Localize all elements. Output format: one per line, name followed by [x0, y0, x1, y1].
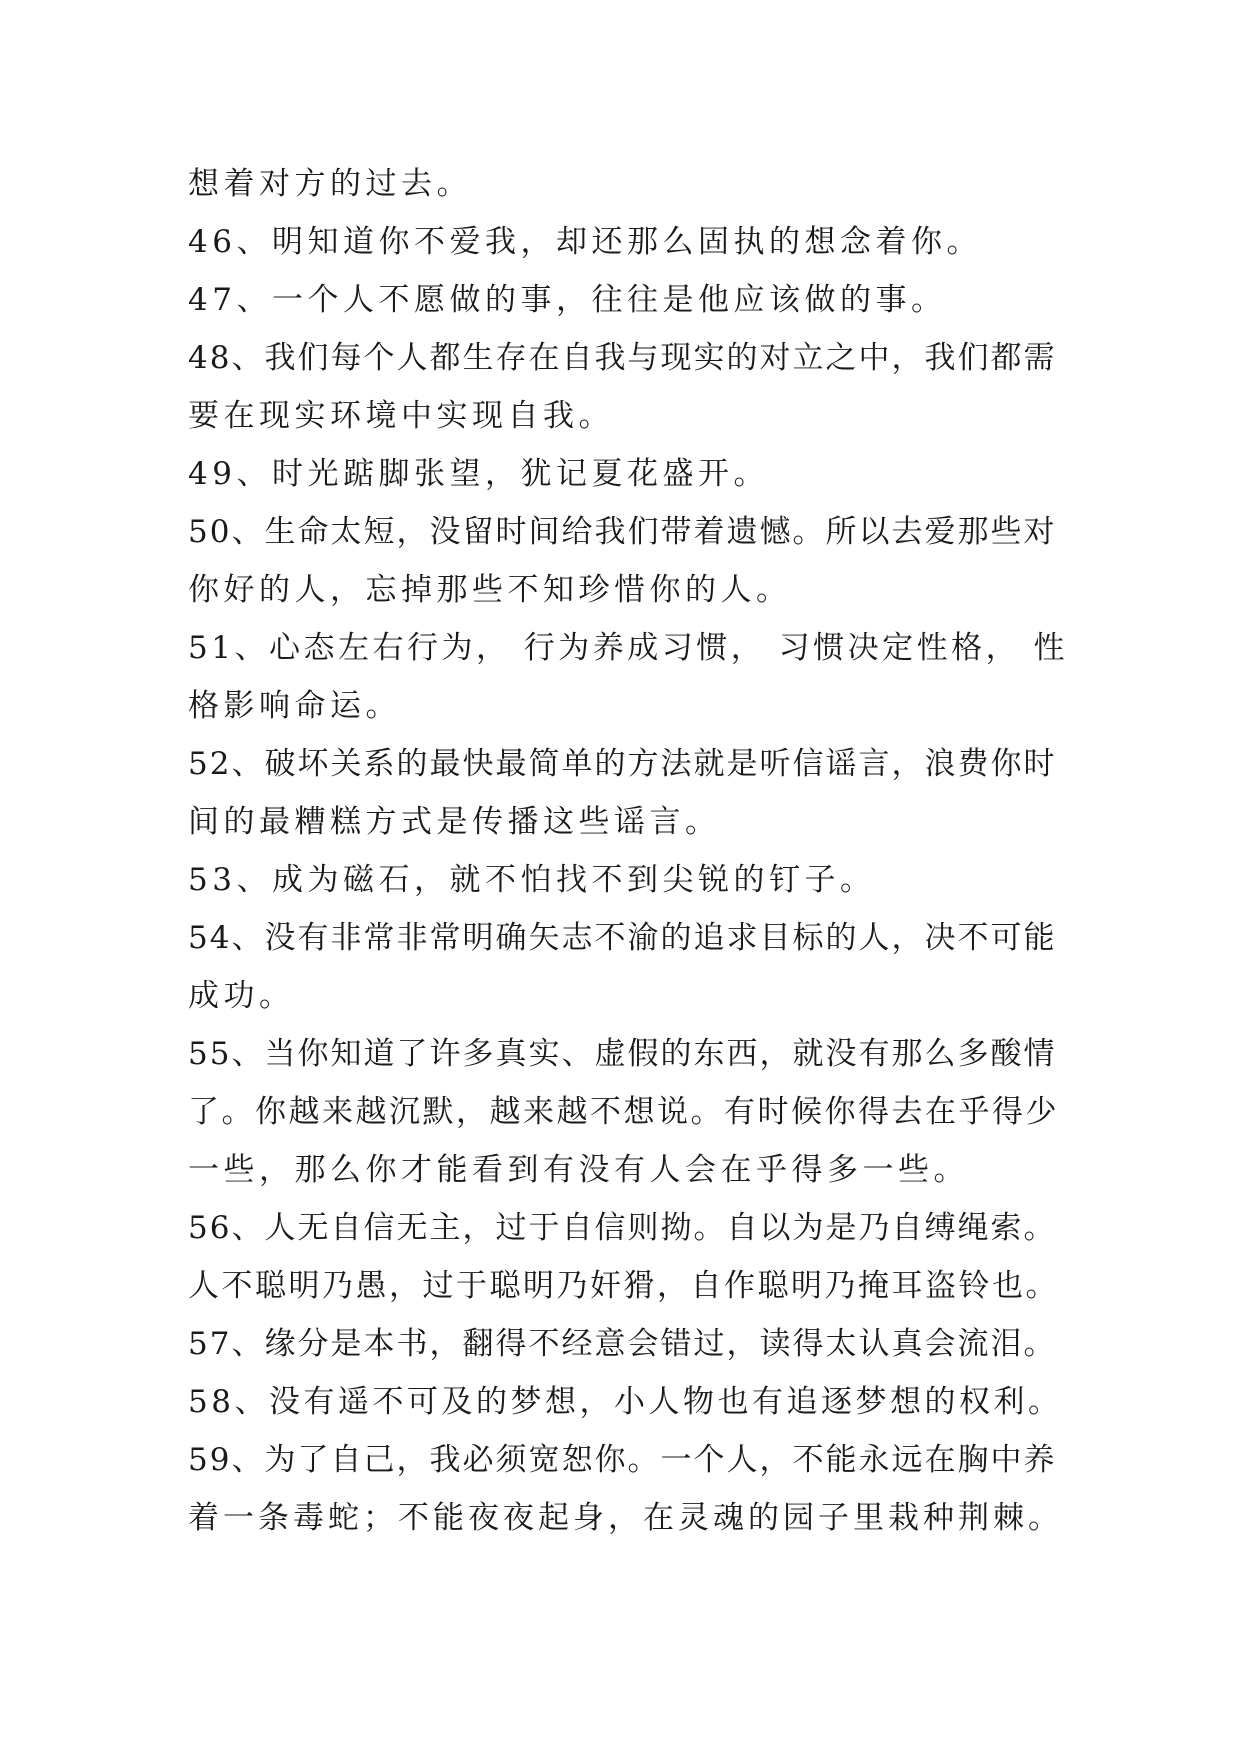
text-line: 57、缘分是本书，翻得不经意会错过，读得太认真会流泪。: [188, 1326, 1057, 1362]
text-line: 要在现实环境中实现自我。: [188, 398, 614, 434]
text-line: 格影响命运。: [188, 688, 401, 724]
text-line: 51、心态左右行为， 行为养成习惯， 习惯决定性格， 性: [188, 630, 1069, 666]
text-line: 55、当你知道了许多真实、虚假的东西，就没有那么多酸情: [188, 1036, 1057, 1072]
document-body: [188, 155, 1068, 1547]
text-line: 54、没有非常非常明确矢志不渝的追求目标的人，决不可能: [188, 920, 1057, 956]
text-line: 间的最糟糕方式是传播这些谣言。: [188, 804, 721, 840]
text-line: 56、人无自信无主，过于自信则拗。自以为是乃自缚绳索。: [188, 1210, 1057, 1246]
text-line: 成功。: [188, 978, 295, 1014]
text-line: 46、明知道你不爱我，却还那么固执的想念着你。: [188, 224, 982, 260]
text-line: 58、没有遥不可及的梦想，小人物也有追逐梦想的权利。: [188, 1384, 1063, 1420]
text-line: 59、为了自己，我必须宽恕你。一个人，不能永远在胸中养: [188, 1442, 1057, 1478]
text-line: 想着对方的过去。: [188, 166, 472, 202]
text-line: 50、生命太短，没留时间给我们带着遗憾。所以去爱那些对: [188, 514, 1057, 550]
text-line: 48、我们每个人都生存在自我与现实的对立之中，我们都需: [188, 340, 1057, 376]
text-line: 人不聪明乃愚，过于聪明乃奸猾，自作聪明乃掩耳盗铃也。: [188, 1268, 1059, 1304]
text-line: 一些，那么你才能看到有没有人会在乎得多一些。: [188, 1152, 969, 1188]
text-line: 53、成为磁石，就不怕找不到尖锐的钉子。: [188, 862, 876, 898]
text-line: 了。你越来越沉默，越来越不想说。有时候你得去在乎得少: [188, 1094, 1059, 1130]
text-line: 49、时光踮脚张望，犹记夏花盛开。: [188, 456, 769, 492]
text-line: 52、破坏关系的最快最简单的方法就是听信谣言，浪费你时: [188, 746, 1057, 782]
text-line: 你好的人，忘掉那些不知珍惜你的人。: [188, 572, 792, 608]
text-line: 47、一个人不愿做的事，往往是他应该做的事。: [188, 282, 947, 318]
text-line: 着一条毒蛇；不能夜夜起身，在灵魂的园子里栽种荆棘。: [188, 1500, 1063, 1536]
